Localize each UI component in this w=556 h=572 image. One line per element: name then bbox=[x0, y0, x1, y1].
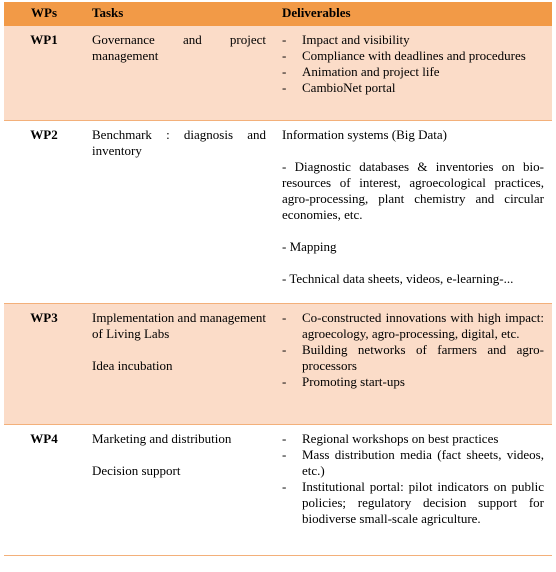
deliverable-item: - Promoting start-ups bbox=[282, 374, 544, 390]
task-text: Implementation and management of Living Labs bbox=[92, 310, 266, 341]
wp-cell: WP3 bbox=[4, 304, 84, 425]
table-row-wp2 bbox=[4, 121, 552, 304]
deliverable-text: - Technical data sheets, videos, e-learning-... bbox=[282, 271, 514, 286]
tasks-cell bbox=[84, 121, 274, 304]
task-text: Idea incubation bbox=[92, 358, 173, 373]
deliverables-list bbox=[282, 32, 544, 96]
deliverable-text: - Mapping bbox=[282, 239, 337, 254]
deliverable-text: Information systems (Big Data) bbox=[282, 127, 447, 142]
deliverable-text: - Diagnostic databases & inventories on bio-resources of interest, agroecological practices, agro-processing, plant chemistry and circular economies, etc. bbox=[282, 159, 544, 222]
work-packages-table bbox=[4, 2, 552, 556]
deliverable-item: - Building networks of farmers and agro-processors bbox=[282, 342, 544, 374]
table-header-row bbox=[4, 2, 552, 25]
deliverable-item: - Compliance with deadlines and procedures bbox=[282, 48, 544, 64]
task-text: Governance and project management bbox=[92, 32, 266, 63]
deliverable-item: - Impact and visibility bbox=[282, 32, 544, 48]
header-tasks: Tasks bbox=[84, 2, 274, 25]
deliverable-item: - Institutional portal: pilot indicators on public policies; regulatory decision support for biodiverse small-scale agriculture. bbox=[282, 479, 544, 527]
wp-cell: WP1 bbox=[4, 25, 84, 121]
deliverables-list bbox=[282, 431, 544, 527]
deliverable-item: - Regional workshops on best practices bbox=[282, 431, 544, 447]
task-text: Marketing and distribution bbox=[92, 431, 232, 446]
deliverables-cell bbox=[274, 121, 552, 304]
wp-cell: WP4 bbox=[4, 425, 84, 556]
header-wps: WPs bbox=[4, 2, 84, 25]
deliverable-item: - Mass distribution media (fact sheets, videos, etc.) bbox=[282, 447, 544, 479]
tasks-cell bbox=[84, 25, 274, 121]
tasks-cell bbox=[84, 425, 274, 556]
deliverables-cell bbox=[274, 304, 552, 425]
header-deliverables: Deliverables bbox=[274, 2, 552, 25]
deliverables-cell bbox=[274, 425, 552, 556]
task-text: Benchmark : diagnosis and inventory bbox=[92, 127, 266, 158]
deliverables-list bbox=[282, 310, 544, 390]
table-row-wp1 bbox=[4, 25, 552, 121]
deliverable-item: - Co-constructed innovations with high impact: agroecology, agro-processing, digital, etc. bbox=[282, 310, 544, 342]
deliverables-cell bbox=[274, 25, 552, 121]
wp-cell: WP2 bbox=[4, 121, 84, 304]
task-text: Decision support bbox=[92, 463, 181, 478]
table-row-wp4 bbox=[4, 425, 552, 556]
table-row-wp3 bbox=[4, 304, 552, 425]
deliverable-item: - Animation and project life bbox=[282, 64, 544, 80]
tasks-cell bbox=[84, 304, 274, 425]
deliverable-item: - CambioNet portal bbox=[282, 80, 544, 96]
